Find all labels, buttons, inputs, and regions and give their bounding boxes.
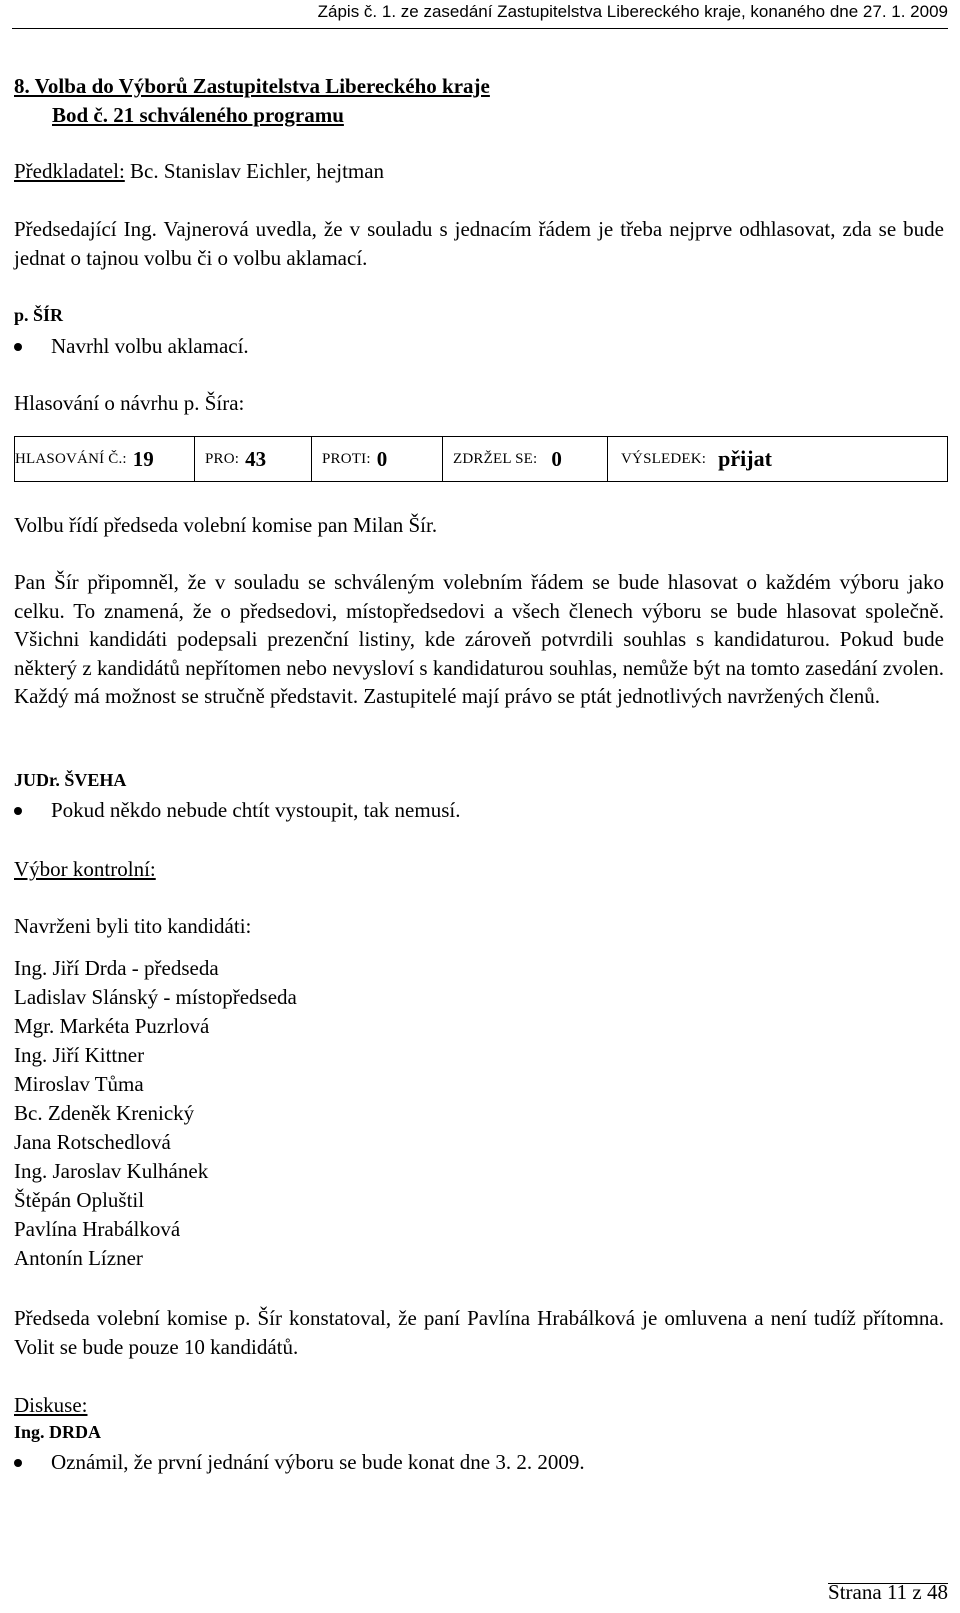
vote-pro-label: PRO: (205, 450, 240, 467)
list-item: Ladislav Slánský - místopředseda (14, 985, 297, 1009)
list-item: Ing. Jiří Kittner (14, 1043, 145, 1067)
list-item: Ing. Jiří Drda - předseda (14, 956, 219, 980)
vote-number-value: 19 (132, 446, 154, 471)
list-item: Pavlína Hrabálková (14, 1217, 181, 1241)
page-number: Strana 11 z 48 (828, 1580, 948, 1604)
list-item: Miroslav Tůma (14, 1072, 144, 1096)
vote-result-cell (608, 437, 947, 481)
vote-zdrzel-value: 0 (551, 446, 562, 471)
header-text: Zápis č. 1. ze zasedání Zastupitelstva Libereckého kraje, konaného dne 27. 1. 2009 (317, 2, 948, 21)
vote-zdrzel-label: ZDRŽEL SE: (453, 450, 538, 467)
list-item: Štěpán Opluštil (14, 1188, 145, 1212)
statement-paragraph: Předseda volební komise p. Šír konstatoval, že paní Pavlína Hrabálková je omluvena a není tudíž přítomna. Volit se bude pouze 10 kandidátů. (14, 1306, 944, 1359)
presenter-label: Předkladatel: (14, 159, 125, 183)
footer-rule (828, 1583, 948, 1584)
vote-number-label: HLASOVÁNÍ Č.: (15, 450, 127, 467)
vote-proti-cell (312, 437, 443, 481)
chair-line: Volbu řídí předseda volební komise pan Milan Šír. (14, 513, 438, 537)
list-item: Antonín Lízner (14, 1246, 143, 1270)
presenter-value: Bc. Stanislav Eichler, hejtman (124, 159, 385, 183)
vote-result-table (14, 436, 948, 482)
vote-proti-label: PROTI: (322, 450, 371, 467)
header-rule (12, 28, 948, 29)
presenter-line (14, 157, 384, 186)
list-item: Mgr. Markéta Puzrlová (14, 1014, 210, 1038)
page-header (0, 0, 960, 52)
vote-result-label: VÝSLEDEK: (621, 450, 707, 467)
vote-zdrzel-cell (443, 437, 608, 481)
vote-pro-cell (195, 437, 312, 481)
vote-intro: Hlasování o návrhu p. Šíra: (14, 391, 245, 415)
speaker-sir: p. ŠÍR (14, 305, 64, 325)
vote-proti-value: 0 (376, 446, 388, 471)
section-title: 8. Volba do Výborů Zastupitelstva Libereckého kraje (14, 74, 490, 98)
bullet-text: Oznámil, že první jednání výboru se bude konat dne 3. 2. 2009. (51, 1450, 585, 1474)
page-footer (828, 1580, 948, 1605)
candidates-intro: Navrženi byli tito kandidáti: (14, 914, 252, 938)
intro-paragraph: Předsedající Ing. Vajnerová uvedla, že v souladu s jednacím řádem je třeba nejprve odhlasovat, zda se bude jednat o tajnou volbu či o volbu aklamací. (14, 217, 944, 270)
main-paragraph: Pan Šír připomněl, že v souladu se schváleným volebním řádem se bude hlasovat o každém výboru jako celku. To znamená, že o předsedovi, místopředsedovi a všech členech výboru se bude hlasovat společně. Všichni kandidáti podepsali prezenční listiny, kde zároveň potvrdili souhlas s kandidaturou. Pokud bude některý z kandidátů nepřítomen nebo nevysloví s kandidaturou souhlas, nemůže být na tomto zasedání zvolen. Každý má možnost se stručně představit. Zastupitelé mají právo se ptát jednotlivých navržených členů. (14, 570, 944, 709)
committee-title: Výbor kontrolní: (14, 857, 156, 881)
bullet-dot (14, 343, 22, 351)
discussion-title: Diskuse: (14, 1393, 88, 1417)
speaker-drda: Ing. DRDA (14, 1422, 102, 1442)
list-item: Jana Rotschedlová (14, 1130, 171, 1154)
candidate-list (14, 954, 297, 1273)
bullet-text: Navrhl volbu aklamací. (51, 334, 249, 358)
program-item: Bod č. 21 schváleného programu (52, 103, 344, 127)
bullet-dot (14, 807, 22, 815)
bullet-text: Pokud někdo nebude chtít vystoupit, tak nemusí. (51, 798, 461, 822)
list-item: Bc. Zdeněk Krenický (14, 1101, 195, 1125)
vote-result-value: přijat (718, 446, 772, 471)
vote-pro-value: 43 (245, 446, 267, 471)
bullet-dot (14, 1459, 22, 1467)
list-item: Ing. Jaroslav Kulhánek (14, 1159, 209, 1183)
speaker-sveha: JUDr. ŠVEHA (14, 770, 127, 790)
vote-number-cell (15, 437, 195, 481)
